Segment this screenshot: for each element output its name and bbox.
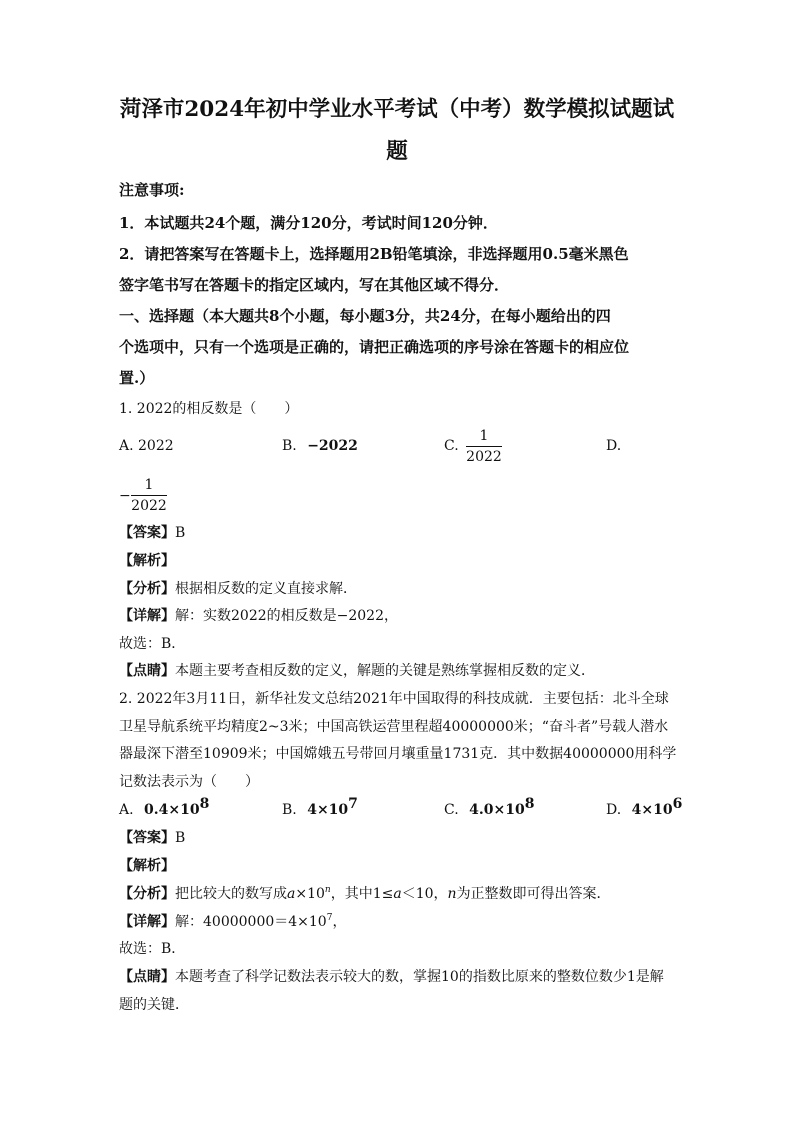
q2-option-b (282, 796, 358, 819)
fraction-denominator: 2022 (466, 449, 502, 465)
fraction-denominator: 2022 (131, 498, 167, 514)
option-base: 4×10 (307, 802, 349, 818)
fraction-bar (131, 495, 167, 496)
fenxi-pre: 把比较大的数写成 (175, 886, 287, 902)
q1-option-d-label: D. (606, 438, 622, 454)
notes-heading: 注意事项: (119, 181, 185, 199)
q2-option-c (444, 796, 535, 819)
q2-fenxi (119, 885, 611, 903)
q1-option-d-fraction (131, 477, 167, 514)
fenxi-lt: ＜10， (401, 886, 448, 902)
section1-instructions: 一、选择题（本大题共8个小题，每小题3分，共24分，在每小题给出的四 (119, 307, 611, 325)
q1-analysis-tag (119, 552, 175, 570)
analysis-tag: 【解析】 (119, 858, 175, 874)
fraction-numerator: 1 (479, 428, 489, 444)
fraction-bar (466, 446, 502, 447)
q2-analysis-tag (119, 857, 175, 875)
answer-tag: 【答案】 (119, 525, 175, 541)
fenxi-tag: 【分析】 (119, 886, 175, 902)
option-label: B. (282, 438, 297, 454)
q1-xiangjie (119, 607, 398, 625)
q1-option-a: A. 2022 (119, 438, 174, 454)
q2-stem-cont-2: 器最深下潜至10909米；中国嫦娥五号带回月壤重量1731克．其中数据40000000用科学 (119, 746, 677, 762)
page-title: 菏泽市2024年初中学业水平考试（中考）数学模拟试题试 (119, 97, 675, 122)
q2-dianjing (119, 968, 664, 986)
option-label: A. (119, 802, 134, 818)
q1-option-c-fraction (466, 428, 502, 465)
notes-item-1: 1．本试题共24个题，满分120分，考试时间120分钟． (119, 214, 498, 232)
var-a: a (393, 886, 402, 902)
q2-dianjing-cont: 题的关键． (119, 997, 189, 1013)
dianjing-tag: 【点睛】 (119, 663, 175, 679)
xiangjie-tag: 【详解】 (119, 914, 175, 930)
option-exponent: 6 (672, 796, 683, 812)
q2-stem-cont-3: 记数法表示为（ ） (119, 774, 259, 790)
q1-dianjing (119, 662, 595, 680)
q2-option-d (606, 796, 683, 819)
dianjing-text: 本题考查了科学记数法表示较大的数，掌握10的指数比原来的整数位数少1是解 (175, 969, 664, 985)
analysis-tag: 【解析】 (119, 553, 175, 569)
xiangjie-exponent: 7 (326, 913, 333, 923)
answer-tag: 【答案】 (119, 830, 175, 846)
var-a: a (287, 886, 296, 902)
times-ten: ×10 (295, 886, 325, 902)
option-value: −2022 (307, 438, 358, 454)
q1-fenxi (119, 580, 357, 598)
q2-stem: 2. 2022年3月11日，新华社发文总结2021年中国取得的科技成就．主要包括：北斗全球 (119, 691, 669, 707)
option-base: 4×10 (631, 802, 673, 818)
q1-option-c-label: C. (444, 438, 459, 454)
option-label: D. (606, 802, 622, 818)
q1-option-d-sign: − (119, 488, 131, 504)
option-label: B. (282, 802, 297, 818)
option-label: C. (444, 802, 459, 818)
q1-answer (119, 524, 185, 542)
option-exponent: 8 (199, 796, 210, 812)
q2-xiangjie (119, 913, 346, 931)
dianjing-text: 本题主要考查相反数的定义，解题的关键是熟练掌握相反数的定义． (175, 663, 595, 679)
var-n: n (447, 886, 457, 902)
notes-item-2: 2．请把答案写在答题卡上，选择题用2B铅笔填涂，非选择题用0.5毫米黑色 (119, 245, 629, 263)
fenxi-text: 根据相反数的定义直接求解． (175, 581, 357, 597)
q1-stem: 1. 2022的相反数是（ ） (119, 401, 299, 417)
section1-instructions-cont: 个选项中，只有一个选项是正确的，请把正确选项的序号涂在答题卡的相应位 (119, 338, 630, 356)
q2-option-a (119, 796, 210, 819)
answer-value: B (175, 525, 186, 541)
xiangjie-tag: 【详解】 (119, 608, 175, 624)
option-base: 4.0×10 (469, 802, 525, 818)
q2-stem-cont-1: 卫星导航系统平均精度2~3米；中国高铁运营里程超40000000米；“奋斗者”号载人潜水 (119, 719, 669, 735)
fenxi-post: 为正整数即可得出答案． (456, 886, 611, 902)
dianjing-tag: 【点睛】 (119, 969, 175, 985)
answer-value: B (175, 830, 186, 846)
option-base: 0.4×10 (144, 802, 200, 818)
q1-choice: 故选：B． (119, 636, 186, 652)
q1-option-b (282, 437, 358, 455)
page-title-continued: 题 (386, 139, 408, 164)
xiangjie-text: 解：实数2022的相反数是−2022， (175, 608, 398, 624)
notes-item-2-cont: 签字笔书写在答题卡的指定区域内，写在其他区域不得分． (119, 276, 510, 294)
xiangjie-post: ， (332, 914, 347, 930)
xiangjie-text: 解：40000000＝4×10 (175, 914, 327, 930)
fenxi-tag: 【分析】 (119, 581, 175, 597)
option-exponent: 7 (348, 796, 358, 812)
q2-answer (119, 829, 185, 847)
fenxi-mid: ，其中1≤ (330, 886, 394, 902)
fraction-numerator: 1 (144, 477, 154, 493)
section1-instructions-end: 置.） (119, 369, 155, 387)
var-n-exponent: n (324, 885, 331, 895)
option-exponent: 8 (524, 796, 535, 812)
q2-choice: 故选：B． (119, 941, 186, 957)
